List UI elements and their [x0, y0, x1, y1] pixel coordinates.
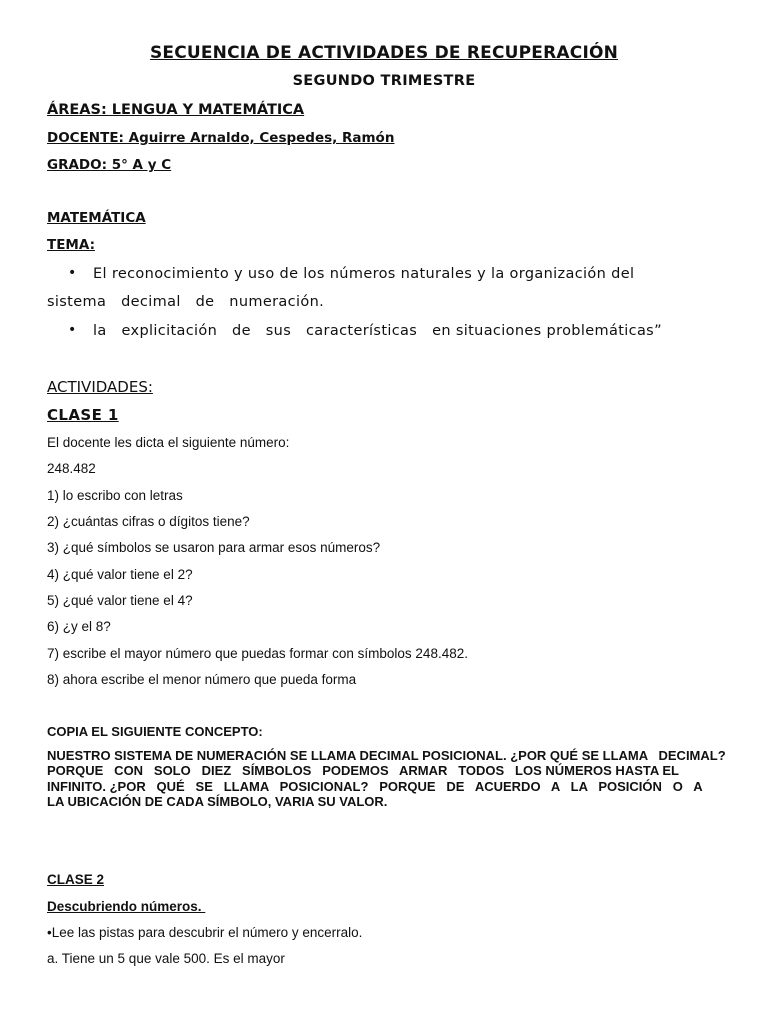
- clase-2-item-a: a. Tiene un 5 que vale 500. Es el mayor: [47, 951, 285, 966]
- areas-heading: ÁREAS: LENGUA Y MATEMÁTICA: [47, 102, 305, 118]
- clase-1-heading: CLASE 1: [47, 406, 119, 424]
- bullet-icon: •: [68, 265, 77, 281]
- question-item: 1) lo escribo con letras: [47, 488, 183, 503]
- clase-2-bullet-item: •Lee las pistas para descubrir el número y encerralo.: [47, 925, 363, 940]
- document-title: SECUENCIA DE ACTIVIDADES DE RECUPERACIÓN: [149, 43, 619, 63]
- question-item: 4) ¿qué valor tiene el 2?: [47, 567, 193, 582]
- dictation-intro: El docente les dicta el siguiente número:: [47, 435, 290, 450]
- concepto-line: NUESTRO SISTEMA DE NUMERACIÓN SE LLAMA DECIMAL POSICIONAL. ¿POR QUÉ SE LLAMA DECIMAL?: [47, 748, 726, 763]
- tema-label: TEMA:: [47, 237, 95, 253]
- docente-line: DOCENTE: Aguirre Arnaldo, Cespedes, Ramón: [47, 130, 395, 146]
- clase-2-subheading: Descubriendo números.: [47, 899, 206, 914]
- question-item: 2) ¿cuántas cifras o dígitos tiene?: [47, 514, 250, 529]
- concepto-line: LA UBICACIÓN DE CADA SÍMBOLO, VARIA SU VALOR.: [47, 793, 388, 809]
- concepto-heading: COPIA EL SIGUIENTE CONCEPTO:: [47, 724, 263, 739]
- concepto-paragraph: [47, 748, 726, 809]
- tema-bullet-2: la explicitación de sus características en situaciones problemáticas”: [93, 323, 662, 339]
- actividades-heading: ACTIVIDADES:: [47, 378, 153, 396]
- document-subtitle: SEGUNDO TRIMESTRE: [292, 73, 476, 89]
- question-item: 8) ahora escribe el menor número que pueda forma: [47, 672, 357, 687]
- question-item: 7) escribe el mayor número que puedas formar con símbolos 248.482.: [47, 646, 468, 661]
- question-item: 6) ¿y el 8?: [47, 619, 111, 634]
- question-item: 5) ¿qué valor tiene el 4?: [47, 593, 193, 608]
- concepto-line: PORQUE CON SOLO DIEZ SÍMBOLOS PODEMOS ARMAR TODOS LOS NÚMEROS HASTA EL: [47, 763, 679, 779]
- clase-2-heading: CLASE 2: [47, 872, 105, 887]
- dictated-number: 248.482: [47, 461, 96, 476]
- question-item: 3) ¿qué símbolos se usaron para armar esos números?: [47, 540, 381, 555]
- tema-bullet-1-line-2: sistema decimal de numeración.: [47, 294, 325, 310]
- matematica-heading: MATEMÁTICA: [47, 210, 146, 226]
- bullet-icon: •: [68, 322, 77, 338]
- grado-line: GRADO: 5° A y C: [47, 157, 172, 173]
- concepto-line: INFINITO. ¿POR QUÉ SE LLAMA POSICIONAL? PORQUE DE ACUERDO A LA POSICIÓN O A: [47, 778, 703, 794]
- tema-bullet-1-line-1: El reconocimiento y uso de los números naturales y la organización del: [93, 266, 635, 282]
